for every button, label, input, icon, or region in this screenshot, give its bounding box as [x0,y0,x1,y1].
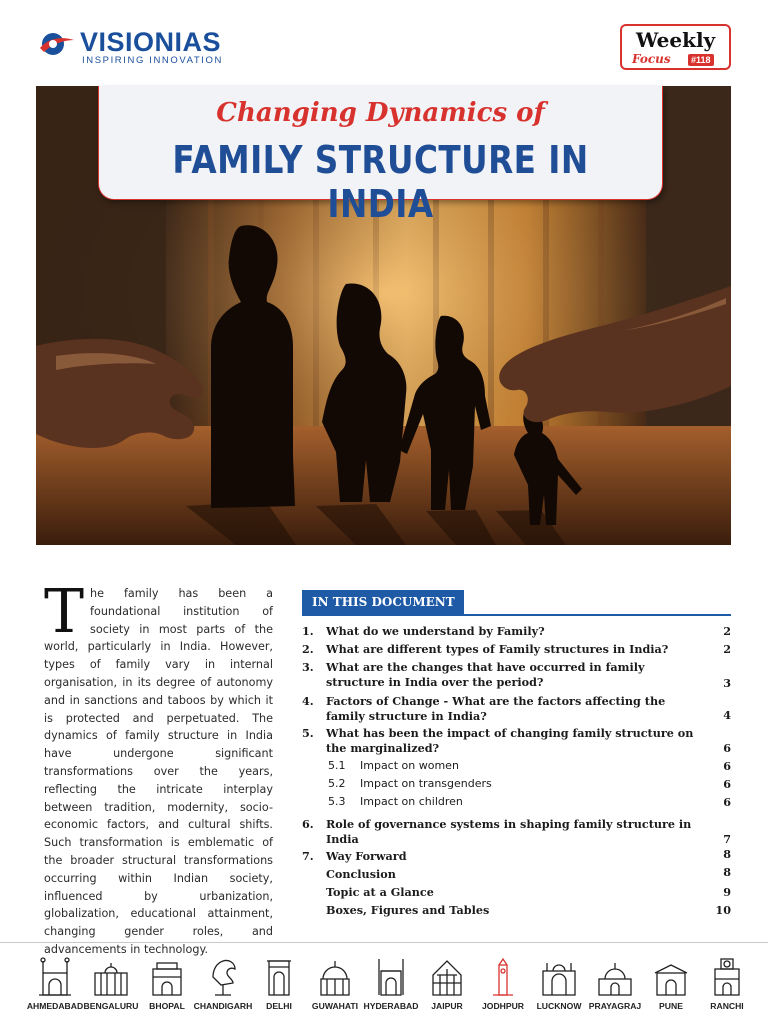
jaipur-hawa-mahal-icon [427,955,467,997]
toc-item-text: Conclusion [326,867,396,881]
toc-item-page: 6 [723,759,731,773]
toc-item-number: 3. [302,660,314,674]
toc-item-text: Impact on women [360,759,459,772]
bengaluru-landmark-icon [91,955,131,997]
city-bhopal: BHOPAL [134,955,200,1015]
toc-item-page: 2 [723,624,731,638]
weekly-focus-badge [620,24,731,70]
city-ranchi: RANCHI [694,955,760,1015]
toc-item-page: 8 [723,865,731,879]
logo-tagline: INSPIRING INNOVATION [82,55,223,66]
toc-heading: IN THIS DOCUMENT [302,590,464,614]
toc-item-number: 5. [302,726,314,740]
toc-item-text: What do we understand by Family? [326,624,545,638]
toc-item-page: 6 [723,741,731,755]
toc-item-number: 2. [302,642,314,656]
logo-swoosh-icon [36,30,76,58]
toc-item-page: 2 [723,642,731,656]
intro-paragraph [44,577,273,959]
city-delhi: DELHI [246,955,312,1015]
toc-item-page: 6 [723,795,731,809]
city-landmarks-strip [22,955,752,1015]
toc-item-text: What has been the impact of changing family structure on the marginalized? [326,726,694,755]
toc-item-page: 7 [723,832,731,846]
toc-item-number: 6. [302,817,314,831]
city-hyderabad: HYDERABAD [358,955,424,1015]
toc-item-page: 6 [723,777,731,791]
vision-ias-logo [36,26,256,66]
toc-item-page: 9 [723,885,731,899]
toc-item-text: What are different types of Family structures in India? [326,642,669,656]
toc-item-text: What are the changes that have occurred in family structure in India over the period? [326,660,645,689]
toc-item-number: 5.1 [328,759,346,772]
hero-subtitle: Changing Dynamics of [216,98,545,128]
city-prayagraj: PRAYAGRAJ [582,955,648,1015]
hero-title-card [98,86,663,226]
badge-issue-number: #118 [688,54,714,66]
toc-item-text: Role of governance systems in shaping family structure in India [326,817,692,846]
city-pune: PUNE [638,955,704,1015]
toc-item-page: 10 [715,903,731,917]
prayagraj-landmark-icon [595,955,635,997]
lucknow-rumi-darwaza-icon [539,955,579,997]
toc-item-page: 4 [723,708,731,722]
toc-item-number: 4. [302,694,314,708]
toc-item-text: Factors of Change - What are the factors affecting the family structure in India? [326,694,666,723]
guwahati-temple-icon [315,955,355,997]
delhi-india-gate-icon [259,955,299,997]
city-lucknow: LUCKNOW [526,955,592,1015]
pune-landmark-icon [651,955,691,997]
toc-item-number: 7. [302,849,314,863]
toc-item-number: 5.2 [328,777,346,790]
hero-title: FAMILY STRUCTURE IN INDIA [172,138,589,226]
hyderabad-charminar-icon [371,955,411,997]
toc-divider [302,614,731,616]
chandigarh-open-hand-icon [203,955,243,997]
city-bengaluru: BENGALURU [78,955,144,1015]
bhopal-landmark-icon [147,955,187,997]
ranchi-landmark-icon [707,955,747,997]
toc-item-text: Impact on transgenders [360,777,492,790]
toc-item-number: 5.3 [328,795,346,808]
city-ahmedabad: AHMEDABAD [22,955,88,1015]
intro-dropcap: T [44,577,85,647]
toc-item-text: Impact on children [360,795,463,808]
logo-wordmark: VISIONIAS [80,27,222,57]
toc-item-text: Way Forward [326,849,407,863]
toc-item-number: 1. [302,624,314,638]
toc-item-text: Boxes, Figures and Tables [326,903,490,917]
city-guwahati: GUWAHATI [302,955,368,1015]
ahmedabad-landmark-icon [35,955,75,997]
intro-text: he family has been a foundational institution of society in most parts of the world, particularly in India. However, types of family vary in internal organisation, in its degree of autonomy and in sanctions and taboos by which it is protected and perpetuated. The dynamics of family structure in India have undergone significant transformations over the years, reflecting the intricate interplay between tradition, modernity, socio-economic factors, and cultural shifts. Such transformation is emblematic of the broader structural transformations occurring within Indian society, influenced by urbanization, globalization, educational attainment, changing gender roles, and advancements in technology. [44,587,273,956]
footer-divider [0,942,768,943]
badge-weekly-text: Weekly [635,28,716,52]
toc-item-text: Topic at a Glance [326,885,434,899]
toc-item-page: 3 [723,676,731,690]
city-jodhpur: JODHPUR [470,955,536,1015]
toc-item-page: 8 [723,847,731,861]
jodhpur-clock-tower-icon [483,955,523,997]
badge-focus-text: Focus [632,52,671,66]
city-chandigarh: CHANDIGARH [190,955,256,1015]
city-jaipur: JAIPUR [414,955,480,1015]
